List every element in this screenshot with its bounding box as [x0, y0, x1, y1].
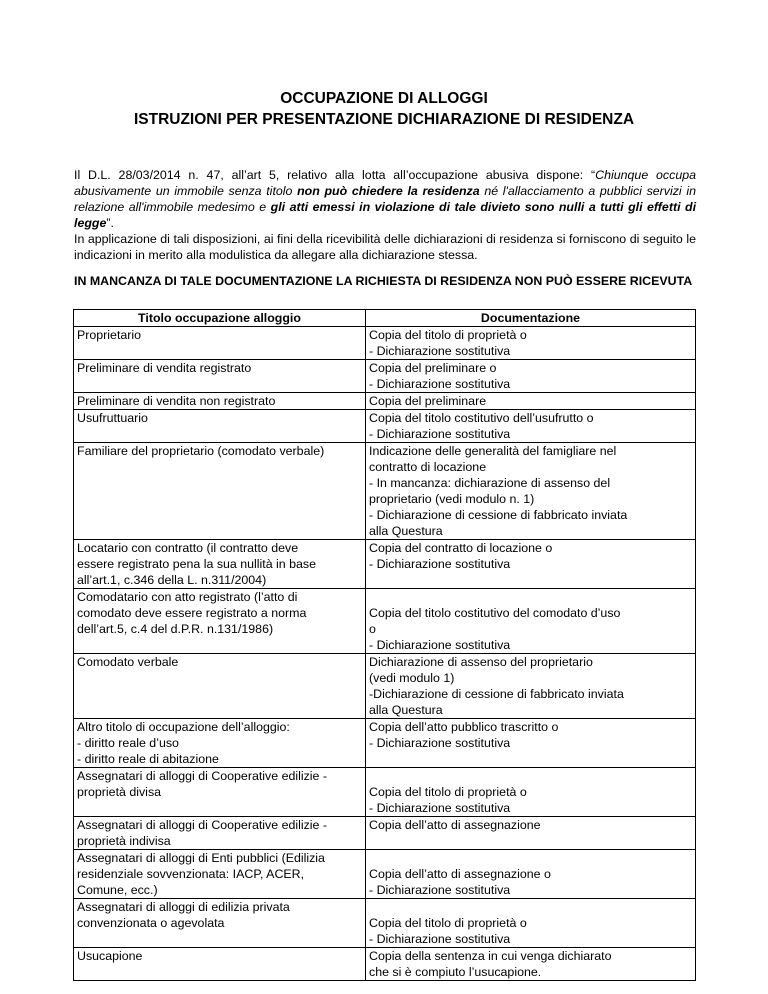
occupation-title-line: Usufruttuario: [77, 411, 148, 425]
occupation-title-line: Usucapione: [77, 949, 143, 963]
documentation-cell: [366, 719, 696, 768]
occupation-title-cell: [74, 948, 366, 981]
documentation-table: [73, 309, 696, 981]
documentation-line: - Dichiarazione sostitutiva: [369, 638, 511, 652]
occupation-title-line: Assegnatari di alloggi di Cooperative edilizie -: [77, 818, 328, 832]
occupation-title-line: Locatario con contratto (il contratto deve: [77, 541, 299, 555]
documentation-line: - Dichiarazione sostitutiva: [369, 736, 511, 750]
occupation-title-line: proprietà divisa: [77, 785, 162, 799]
occupation-title-line: Assegnatari di alloggi di Enti pubblici (Edilizia: [77, 851, 325, 865]
occupation-title-line: convenzionata o agevolata: [77, 916, 225, 930]
intro-paragraph-1: [74, 167, 696, 231]
intro-text-a: Il D.L. 28/03/2014 n. 47, all’art 5, relativo alla lotta all’occupazione abusiva dispone: “: [74, 168, 596, 182]
table-row: [74, 360, 696, 393]
occupation-title-line: Comune, ecc.): [77, 883, 158, 897]
occupation-title-cell: [74, 768, 366, 817]
occupation-title-cell: [74, 719, 366, 768]
occupation-title-line: [77, 964, 361, 980]
occupation-title-cell: [74, 540, 366, 589]
documentation-line: [369, 850, 691, 866]
occupation-title-line: - diritto reale di abitazione: [77, 752, 219, 766]
occupation-title-line: [77, 459, 361, 475]
occupation-title-cell: [74, 817, 366, 850]
table-row: [74, 443, 696, 540]
documentation-line: -Dichiarazione di cessione di fabbricato inviata: [369, 687, 624, 701]
occupation-title-line: [77, 491, 361, 507]
documentation-cell: [366, 393, 696, 410]
header-doc-cell: [366, 310, 696, 327]
documentation-cell: [366, 360, 696, 393]
documentation-line: contratto di locazione: [369, 460, 487, 474]
header-title-cell: [74, 310, 366, 327]
header-title-label: Titolo occupazione alloggio: [138, 311, 301, 325]
documentation-line: - Dichiarazione sostitutiva: [369, 344, 511, 358]
occupation-title-cell: [74, 443, 366, 540]
intro-text: [74, 167, 696, 263]
documentation-line: Copia del preliminare: [369, 394, 487, 408]
documentation-line: Copia della sentenza in cui venga dichiarato: [369, 949, 612, 963]
document-subtitle: ISTRUZIONI PER PRESENTAZIONE DICHIARAZIONE DI RESIDENZA: [133, 111, 635, 128]
documentation-cell: [366, 327, 696, 360]
documentation-cell: [366, 817, 696, 850]
occupation-title-line: Preliminare di vendita non registrato: [77, 394, 276, 408]
documentation-line: [369, 589, 691, 605]
documentation-cell: [366, 654, 696, 719]
occupation-title-cell: [74, 393, 366, 410]
documentation-line: Copia del titolo di proprietà o: [369, 328, 527, 342]
header-doc-label: Documentazione: [480, 311, 581, 325]
documentation-line: [369, 572, 691, 588]
occupation-title-line: [77, 931, 361, 947]
documentation-line: Copia del contratto di locazione o: [369, 541, 553, 555]
documentation-line: - Dichiarazione sostitutiva: [369, 801, 511, 815]
occupation-title-line: residenziale sovvenzionata: IACP, ACER,: [77, 867, 305, 881]
documentation-cell: [366, 540, 696, 589]
occupation-title-cell: [74, 589, 366, 654]
table-row: [74, 393, 696, 410]
documentation-line: (vedi modulo 1): [369, 671, 455, 685]
documentation-line: Indicazione delle generalità del famigliare nel: [369, 444, 617, 458]
table-row: [74, 948, 696, 981]
documentation-line: - In mancanza: dichiarazione di assenso del: [369, 476, 611, 490]
occupation-title-line: Assegnatari di alloggi di edilizia privata: [77, 900, 290, 914]
documentation-line: - Dichiarazione sostitutiva: [369, 883, 511, 897]
documentation-cell: [366, 850, 696, 899]
occupation-title-line: dell’art.5, c.4 del d.P.R. n.131/1986): [77, 622, 274, 636]
documentation-line: Copia dell’atto pubblico trascritto o: [369, 720, 559, 734]
table-row: [74, 654, 696, 719]
documentation-line: [369, 899, 691, 915]
documentation-line: o: [369, 622, 376, 636]
occupation-title-line: proprietà indivisa: [77, 834, 171, 848]
documentation-line: alla Questura: [369, 703, 443, 717]
occupation-title-cell: [74, 654, 366, 719]
documentation-line: - Dichiarazione sostitutiva: [369, 427, 511, 441]
occupation-title-line: essere registrato pena la sua nullità in base: [77, 557, 317, 571]
documentation-cell: [366, 410, 696, 443]
warning-text: IN MANCANZA DI TALE DOCUMENTAZIONE LA RICHIESTA DI RESIDENZA NON PUÒ ESSERE RICEVUTA: [74, 274, 693, 288]
documentation-cell: [366, 948, 696, 981]
table-header-row: [74, 310, 696, 327]
documentation-line: Copia dell’atto di assegnazione: [369, 818, 541, 832]
documentation-line: - Dichiarazione sostitutiva: [369, 377, 511, 391]
intro-text-d: né l'allacciamento a pubblici servizi in relazione all'immobile medesimo e: [74, 184, 696, 214]
documentation-line: Copia del titolo di proprietà o: [369, 785, 527, 799]
occupation-title-line: [77, 686, 361, 702]
occupation-title-cell: [74, 327, 366, 360]
occupation-title-line: Comodatario con atto registrato (l’atto di: [77, 590, 298, 604]
table-row: [74, 327, 696, 360]
occupation-title-line: [77, 426, 361, 442]
intro-text-c: non può chiedere la residenza: [297, 184, 480, 198]
occupation-title-line: [77, 670, 361, 686]
table-row: [74, 850, 696, 899]
occupation-title-line: [77, 800, 361, 816]
occupation-title-line: [77, 376, 361, 392]
occupation-title-line: [77, 523, 361, 539]
documentation-line: alla Questura: [369, 524, 443, 538]
intro-paragraph-2: In applicazione di tali disposizioni, ai fini della ricevibilità delle dichiarazioni di residenza si forniscono di seguito le indicazioni in merito alla modulistica da allegare alla dichiarazione stessa.: [74, 232, 696, 262]
occupation-title-line: [77, 637, 361, 653]
table-row: [74, 817, 696, 850]
documentation-line: Copia del titolo costitutivo del comodato d’uso: [369, 606, 621, 620]
table-row: [74, 768, 696, 817]
occupation-title-line: Assegnatari di alloggi di Cooperative edilizie -: [77, 769, 328, 783]
documentation-line: Copia dell’atto di assegnazione o: [369, 867, 551, 881]
occupation-title-line: all’art.1, c.346 della L. n.311/2004): [77, 573, 267, 587]
documentation-line: - Dichiarazione sostitutiva: [369, 557, 511, 571]
documentation-line: Copia del preliminare o: [369, 361, 497, 375]
documentation-line: Copia del titolo di proprietà o: [369, 916, 527, 930]
table-row: [74, 589, 696, 654]
documentation-line: Copia del titolo costitutivo dell’usufrutto o: [369, 411, 594, 425]
table-row: [74, 719, 696, 768]
documentation-line: proprietario (vedi modulo n. 1): [369, 492, 535, 506]
occupation-title-cell: [74, 899, 366, 948]
occupation-title-line: - diritto reale d’uso: [77, 736, 179, 750]
documentation-cell: [366, 589, 696, 654]
occupation-title-line: Proprietario: [77, 328, 142, 342]
occupation-title-cell: [74, 360, 366, 393]
occupation-title-line: Comodato verbale: [77, 655, 179, 669]
occupation-title-line: comodato deve essere registrato a norma: [77, 606, 307, 620]
occupation-title-line: [77, 343, 361, 359]
occupation-title-line: Familiare del proprietario (comodato verbale): [77, 444, 325, 458]
documentation-line: [369, 751, 691, 767]
occupation-title-line: [77, 702, 361, 718]
documentation-cell: [366, 768, 696, 817]
documentation-line: Dichiarazione di assenso del proprietario: [369, 655, 593, 669]
documentation-cell: [366, 899, 696, 948]
documentation-line: - Dichiarazione di cessione di fabbricato inviata: [369, 508, 628, 522]
intro-text-e: gli atti emessi in violazione di tale divieto sono nulli a tutti gli effetti di legge: [74, 200, 697, 230]
table-row: [74, 540, 696, 589]
occupation-title-line: [77, 507, 361, 523]
documentation-line: - Dichiarazione sostitutiva: [369, 932, 511, 946]
occupation-title-line: Preliminare di vendita registrato: [77, 361, 252, 375]
intro-text-f: ”.: [106, 216, 114, 230]
intro-text-b: Chiunque occupa abusivamente un immobile senza titolo: [74, 168, 696, 198]
occupation-title-line: [77, 475, 361, 491]
documentation-line: che si è compiuto l’usucapione.: [369, 965, 542, 979]
table-row: [74, 899, 696, 948]
occupation-title-cell: [74, 850, 366, 899]
documentation-cell: [366, 443, 696, 540]
table-row: [74, 410, 696, 443]
occupation-title-line: Altro titolo di occupazione dell’alloggio:: [77, 720, 290, 734]
occupation-title-cell: [74, 410, 366, 443]
document-title: OCCUPAZIONE DI ALLOGGI: [280, 90, 488, 107]
documentation-line: [369, 768, 691, 784]
documentation-line: [369, 833, 691, 849]
